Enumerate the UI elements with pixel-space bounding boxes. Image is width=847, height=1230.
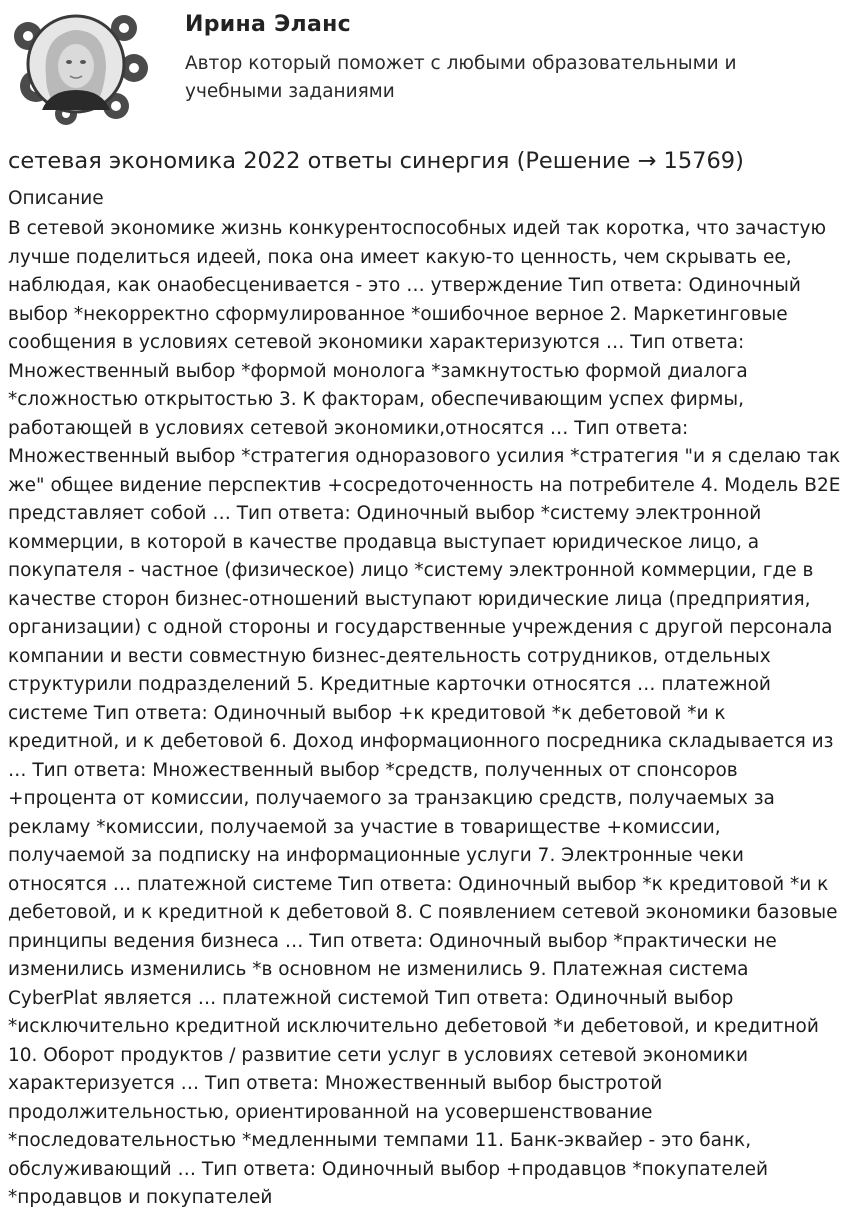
page-title: сетевая экономика 2022 ответы синергия (Решение → 15769) <box>8 148 744 174</box>
author-description: Автор который поможет с любыми образовательными и учебными заданиями <box>185 53 737 102</box>
description-label: Описание <box>8 188 104 209</box>
description-body: В сетевой экономике жизнь конкурентоспособных идей так коротка, что зачастую лучше поделиться идеей, пока она имеет какую-то ценность, чем скрывать ее, наблюдая, как онаобесценивается - это … утверждение Тип ответа: Одиночный выбор *некорректно сформулированное *ошибочное верное 2. Маркетинговые сообщения в условиях сетевой экономики характеризуются … Тип ответа: Множественный выбор *формой монолога *замкнутостью формой диалога *сложностью открытостью 3. К факторам, обеспечивающим успех фирмы, работающей в условиях сетевой экономики,относятся … Тип ответа: Множественный выбор *стратегия одноразового усилия *стратегия "и я сделаю так же" общее видение перспектив +сосредоточенность на потребителе 4. Модель B2E представляет собой … Тип ответа: Одиночный выбор *систему электронной коммерции, в которой в качестве продавца выступает юридическое лицо, а покупателя - частное (физическое) лицо *систему электронной коммерции, где в качестве сторон бизнес-отношений выступают юридические лица (предприятия, организации) с одной стороны и государственные учреждения с другой персонала компании и вести совместную бизнес-деятельность сотрудников, отдельных структурили подразделений 5. Кредитные карточки относятся … платежной системе Тип ответа: Одиночный выбор +к кредитовой *к дебетовой *и к кредитной, и к дебетовой 6. Доход информационного посредника складывается из … Тип ответа: Множественный выбор *средств, полученных от спонсоров +процента от комиссии, получаемого за транзакцию средств, получаемых за рекламу *комиссии, получаемой за участие в товариществе +комиссии, получаемой за подписку на информационные услуги 7. Электронные чеки относятся … платежной системе Тип ответа: Одиночный выбор *к кредитовой *и к дебетовой, и к кредитной к дебетовой 8. С появлением сетевой экономики базовые принципы ведения бизнеса … Тип ответа: Одиночный выбор *практически не изменились изменились *в основном не изменились 9. Платежная система CyberPlat является … платежной системой Тип ответа: Одиночный выбор *исключительно кредитной исключительно дебетовой *и дебетовой, и кредитной 10. Оборот продуктов / развитие сети услуг в условиях сетевой экономики характеризуется … Тип ответа: Множественный выбор быстротой продолжительностью, ориентированной на усовершенствование *последовательностью *медленными темпами 11. Банк-эквайер - это банк, обслуживающий … Тип ответа: Одиночный выбор +продавцов *покупателей *продавцов и покупателей <box>8 218 841 1208</box>
author-name: Ирина Эланс <box>185 12 351 37</box>
author-avatar <box>6 6 152 126</box>
author-header <box>0 0 847 135</box>
